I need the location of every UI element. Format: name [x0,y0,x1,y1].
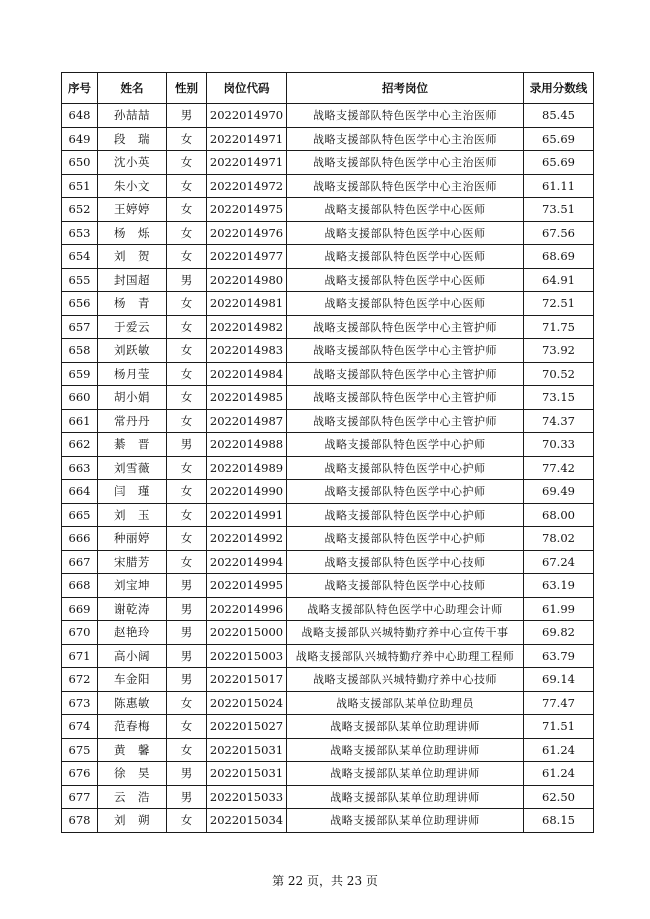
position-code-cell: 2022015031 [207,738,287,762]
table-row [62,621,594,645]
header-score: 录用分数线 [524,73,594,104]
table-row [62,386,594,410]
serial-cell: 665 [62,503,98,527]
gender-cell: 男 [167,433,207,457]
position-code-cell: 2022014996 [207,597,287,621]
score-cell: 63.19 [524,574,594,598]
name-cell: 宋腊芳 [98,550,167,574]
gender-cell: 女 [167,550,207,574]
table-row [62,785,594,809]
serial-cell: 677 [62,785,98,809]
name-cell: 范春梅 [98,715,167,739]
position-cell: 战略支援部队特色医学中心医师 [287,268,524,292]
score-cell: 61.11 [524,174,594,198]
name-cell: 车金阳 [98,668,167,692]
position-cell: 战略支援部队特色医学中心主治医师 [287,174,524,198]
header-gender: 性别 [167,73,207,104]
position-cell: 战略支援部队某单位助理讲师 [287,762,524,786]
gender-cell: 男 [167,668,207,692]
table-row [62,668,594,692]
name-cell: 刘 贺 [98,245,167,269]
name-cell: 黄 馨 [98,738,167,762]
serial-cell: 672 [62,668,98,692]
position-cell: 战略支援部队某单位助理讲师 [287,785,524,809]
score-cell: 77.42 [524,456,594,480]
score-cell: 74.37 [524,409,594,433]
serial-cell: 678 [62,809,98,833]
position-code-cell: 2022014987 [207,409,287,433]
name-cell: 封国超 [98,268,167,292]
position-cell: 战略支援部队特色医学中心主管护师 [287,339,524,363]
position-code-cell: 2022014970 [207,104,287,128]
gender-cell: 男 [167,268,207,292]
position-cell: 战略支援部队特色医学中心护师 [287,433,524,457]
serial-cell: 649 [62,127,98,151]
position-code-cell: 2022014976 [207,221,287,245]
table-row [62,574,594,598]
name-cell: 徐 昊 [98,762,167,786]
name-cell: 常丹丹 [98,409,167,433]
serial-cell: 652 [62,198,98,222]
score-cell: 71.51 [524,715,594,739]
gender-cell: 女 [167,315,207,339]
position-code-cell: 2022015003 [207,644,287,668]
score-cell: 67.24 [524,550,594,574]
gender-cell: 女 [167,715,207,739]
table-row [62,762,594,786]
score-cell: 62.50 [524,785,594,809]
gender-cell: 女 [167,292,207,316]
name-cell: 刘雪薇 [98,456,167,480]
position-cell: 战略支援部队兴城特勤疗养中心宣传干事 [287,621,524,645]
score-cell: 61.99 [524,597,594,621]
table-row [62,198,594,222]
serial-cell: 671 [62,644,98,668]
serial-cell: 656 [62,292,98,316]
gender-cell: 女 [167,198,207,222]
name-cell: 谢乾涛 [98,597,167,621]
score-cell: 71.75 [524,315,594,339]
score-cell: 69.49 [524,480,594,504]
position-cell: 战略支援部队特色医学中心主治医师 [287,127,524,151]
serial-cell: 648 [62,104,98,128]
position-code-cell: 2022014985 [207,386,287,410]
gender-cell: 女 [167,221,207,245]
table-row [62,409,594,433]
gender-cell: 女 [167,480,207,504]
serial-cell: 668 [62,574,98,598]
table-row [62,433,594,457]
position-cell: 战略支援部队某单位助理讲师 [287,738,524,762]
serial-cell: 670 [62,621,98,645]
table-row [62,644,594,668]
serial-cell: 655 [62,268,98,292]
position-cell: 战略支援部队特色医学中心护师 [287,527,524,551]
gender-cell: 女 [167,174,207,198]
score-cell: 70.52 [524,362,594,386]
header-position-code: 岗位代码 [207,73,287,104]
name-cell: 种丽婷 [98,527,167,551]
position-cell: 战略支援部队特色医学中心护师 [287,456,524,480]
serial-cell: 674 [62,715,98,739]
table-row [62,362,594,386]
serial-cell: 662 [62,433,98,457]
serial-cell: 657 [62,315,98,339]
name-cell: 段 瑞 [98,127,167,151]
position-cell: 战略支援部队兴城特勤疗养中心技师 [287,668,524,692]
position-code-cell: 2022014982 [207,315,287,339]
table-row [62,456,594,480]
name-cell: 杨月莹 [98,362,167,386]
gender-cell: 女 [167,691,207,715]
table-row [62,550,594,574]
name-cell: 孙喆喆 [98,104,167,128]
name-cell: 陈惠敏 [98,691,167,715]
serial-cell: 667 [62,550,98,574]
page-footer: 第 22 页，共 23 页 [272,874,378,888]
score-cell: 63.79 [524,644,594,668]
table-row [62,245,594,269]
serial-cell: 666 [62,527,98,551]
score-cell: 68.15 [524,809,594,833]
gender-cell: 女 [167,503,207,527]
table-row [62,292,594,316]
serial-cell: 675 [62,738,98,762]
position-code-cell: 2022014994 [207,550,287,574]
score-cell: 67.56 [524,221,594,245]
position-cell: 战略支援部队特色医学中心助理会计师 [287,597,524,621]
results-table-container [61,72,593,833]
name-cell: 高小阔 [98,644,167,668]
position-cell: 战略支援部队特色医学中心护师 [287,503,524,527]
position-cell: 战略支援部队兴城特勤疗养中心助理工程师 [287,644,524,668]
gender-cell: 男 [167,597,207,621]
name-cell: 闫 瑾 [98,480,167,504]
score-cell: 72.51 [524,292,594,316]
table-row [62,809,594,833]
gender-cell: 女 [167,151,207,175]
position-cell: 战略支援部队特色医学中心主管护师 [287,315,524,339]
table-row [62,597,594,621]
serial-cell: 654 [62,245,98,269]
name-cell: 刘跃敏 [98,339,167,363]
gender-cell: 男 [167,621,207,645]
gender-cell: 男 [167,785,207,809]
position-code-cell: 2022015034 [207,809,287,833]
position-cell: 战略支援部队特色医学中心主治医师 [287,104,524,128]
table-row [62,221,594,245]
gender-cell: 女 [167,527,207,551]
score-cell: 70.33 [524,433,594,457]
name-cell: 云 浩 [98,785,167,809]
name-cell: 赵艳玲 [98,621,167,645]
position-code-cell: 2022014991 [207,503,287,527]
score-cell: 64.91 [524,268,594,292]
name-cell: 胡小娟 [98,386,167,410]
gender-cell: 女 [167,809,207,833]
position-code-cell: 2022014984 [207,362,287,386]
score-cell: 69.82 [524,621,594,645]
position-code-cell: 2022014995 [207,574,287,598]
gender-cell: 女 [167,386,207,410]
results-table [61,72,594,833]
gender-cell: 男 [167,644,207,668]
serial-cell: 659 [62,362,98,386]
position-code-cell: 2022014971 [207,151,287,175]
serial-cell: 653 [62,221,98,245]
position-cell: 战略支援部队某单位助理员 [287,691,524,715]
table-row [62,715,594,739]
serial-cell: 673 [62,691,98,715]
position-cell: 战略支援部队特色医学中心技师 [287,550,524,574]
serial-cell: 663 [62,456,98,480]
table-row [62,127,594,151]
table-row [62,315,594,339]
serial-cell: 658 [62,339,98,363]
name-cell: 朱小文 [98,174,167,198]
gender-cell: 女 [167,127,207,151]
position-cell: 战略支援部队特色医学中心医师 [287,292,524,316]
header-name: 姓名 [98,73,167,104]
header-position: 招考岗位 [287,73,524,104]
position-cell: 战略支援部队特色医学中心主管护师 [287,362,524,386]
gender-cell: 男 [167,762,207,786]
position-code-cell: 2022015033 [207,785,287,809]
position-code-cell: 2022014988 [207,433,287,457]
serial-cell: 664 [62,480,98,504]
gender-cell: 男 [167,574,207,598]
position-code-cell: 2022014975 [207,198,287,222]
name-cell: 綦 晋 [98,433,167,457]
gender-cell: 女 [167,738,207,762]
serial-cell: 661 [62,409,98,433]
position-code-cell: 2022014990 [207,480,287,504]
position-cell: 战略支援部队特色医学中心主管护师 [287,386,524,410]
position-cell: 战略支援部队某单位助理讲师 [287,715,524,739]
score-cell: 65.69 [524,127,594,151]
table-row [62,480,594,504]
score-cell: 61.24 [524,738,594,762]
table-row [62,104,594,128]
name-cell: 刘 朔 [98,809,167,833]
serial-cell: 676 [62,762,98,786]
position-code-cell: 2022015031 [207,762,287,786]
position-code-cell: 2022015017 [207,668,287,692]
table-row [62,151,594,175]
position-cell: 战略支援部队特色医学中心主管护师 [287,409,524,433]
table-row [62,691,594,715]
table-header-row [62,73,594,104]
position-cell: 战略支援部队特色医学中心医师 [287,245,524,269]
score-cell: 65.69 [524,151,594,175]
score-cell: 61.24 [524,762,594,786]
gender-cell: 女 [167,362,207,386]
position-code-cell: 2022014977 [207,245,287,269]
table-row [62,174,594,198]
position-cell: 战略支援部队特色医学中心护师 [287,480,524,504]
position-code-cell: 2022014992 [207,527,287,551]
score-cell: 77.47 [524,691,594,715]
position-cell: 战略支援部队特色医学中心主治医师 [287,151,524,175]
position-code-cell: 2022014981 [207,292,287,316]
serial-cell: 650 [62,151,98,175]
header-serial: 序号 [62,73,98,104]
position-code-cell: 2022014972 [207,174,287,198]
position-cell: 战略支援部队特色医学中心技师 [287,574,524,598]
name-cell: 沈小英 [98,151,167,175]
position-code-cell: 2022014980 [207,268,287,292]
position-cell: 战略支援部队某单位助理讲师 [287,809,524,833]
gender-cell: 男 [167,104,207,128]
score-cell: 68.00 [524,503,594,527]
score-cell: 73.15 [524,386,594,410]
table-row [62,339,594,363]
name-cell: 刘宝坤 [98,574,167,598]
name-cell: 王婷婷 [98,198,167,222]
score-cell: 73.92 [524,339,594,363]
score-cell: 85.45 [524,104,594,128]
name-cell: 刘 玉 [98,503,167,527]
position-code-cell: 2022015024 [207,691,287,715]
table-row [62,738,594,762]
table-row [62,527,594,551]
score-cell: 68.69 [524,245,594,269]
gender-cell: 女 [167,409,207,433]
serial-cell: 660 [62,386,98,410]
position-cell: 战略支援部队特色医学中心医师 [287,221,524,245]
name-cell: 杨 烁 [98,221,167,245]
name-cell: 于爱云 [98,315,167,339]
position-code-cell: 2022014989 [207,456,287,480]
table-body [62,104,594,833]
position-code-cell: 2022014971 [207,127,287,151]
position-cell: 战略支援部队特色医学中心医师 [287,198,524,222]
gender-cell: 女 [167,456,207,480]
name-cell: 杨 青 [98,292,167,316]
score-cell: 73.51 [524,198,594,222]
position-code-cell: 2022015000 [207,621,287,645]
table-row [62,268,594,292]
score-cell: 69.14 [524,668,594,692]
position-code-cell: 2022015027 [207,715,287,739]
serial-cell: 669 [62,597,98,621]
serial-cell: 651 [62,174,98,198]
gender-cell: 女 [167,245,207,269]
table-row [62,503,594,527]
gender-cell: 女 [167,339,207,363]
position-code-cell: 2022014983 [207,339,287,363]
score-cell: 78.02 [524,527,594,551]
